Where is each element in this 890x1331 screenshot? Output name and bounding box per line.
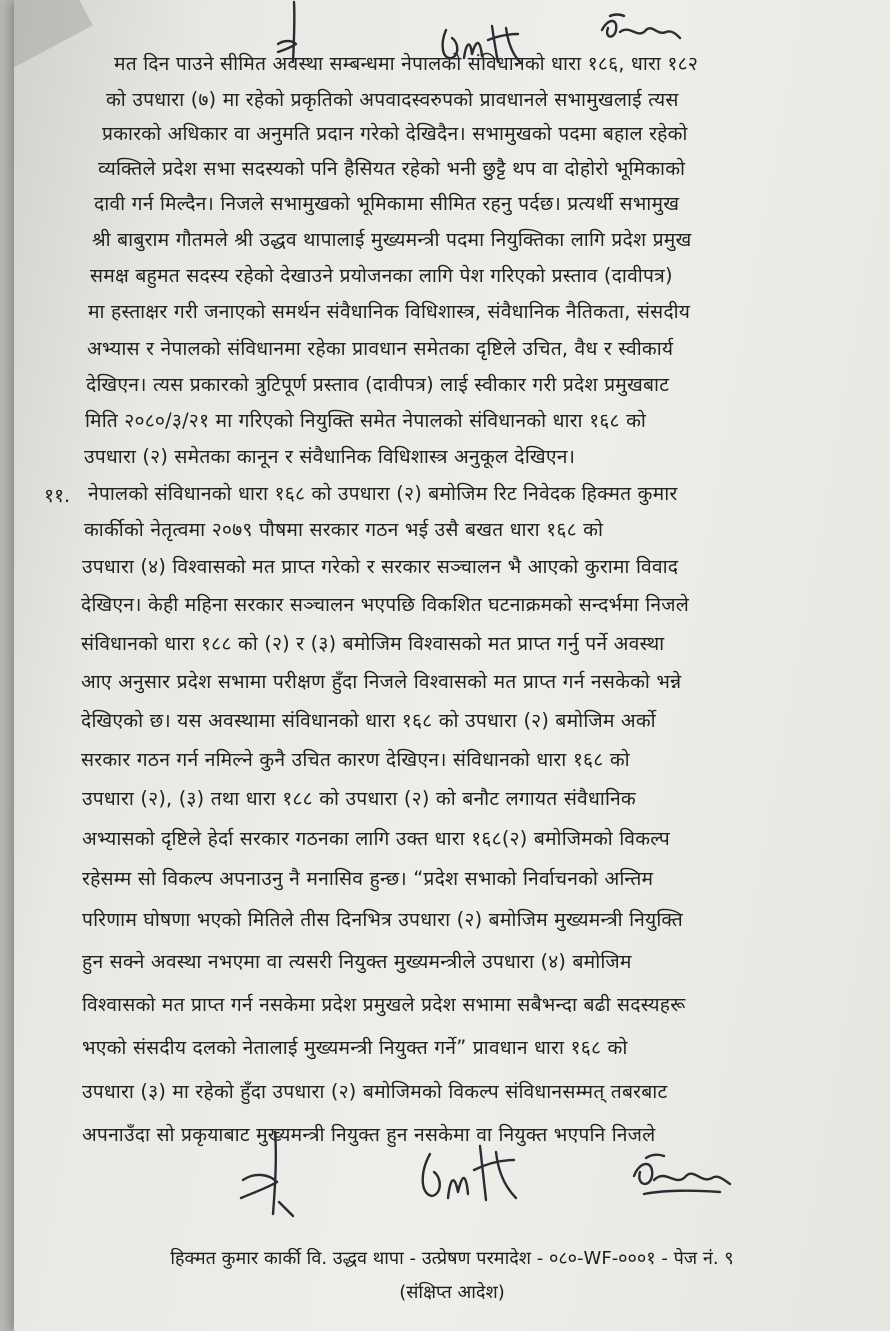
footer-order-type: (संक्षिप्त आदेश) bbox=[399, 1282, 505, 1303]
text-line: व्यक्तिले प्रदेश सभा सदस्यको पनि हैसियत रहेको भनी छुट्टै थप वा दोहोरो भूमिकाको bbox=[98, 157, 686, 180]
text-line: कार्कीको नेतृत्वमा २०७९ पौषमा सरकार गठन भई उसै बखत धारा १६८ को bbox=[84, 518, 604, 541]
text-line: प्रकारको अधिकार वा अनुमति प्रदान गरेको देखिदैन। सभामुखको पदमा बहाल रहेको bbox=[102, 122, 688, 145]
text-line: सरकार गठन गर्न नमिल्ने कुनै उचित कारण देखिएन। संविधानको धारा १६८ को bbox=[81, 748, 630, 771]
text-line: देखिएन। त्यस प्रकारको त्रुटिपूर्ण प्रस्ताव (दावीपत्र) लाई स्वीकार गरी प्रदेश प्रमुखबाट bbox=[86, 373, 670, 396]
paragraph-number: ११. bbox=[44, 484, 71, 507]
text-line: अपनाउँदा सो प्रकृयाबाट मुख्यमन्त्री नियुक्त हुन नसकेमा वा नियुक्त भएपनि निजले bbox=[82, 1123, 656, 1146]
text-line: अभ्यास र नेपालको संविधानमा रहेका प्रावधान समेतका दृष्टिले उचित, वैध र स्वीकार्य bbox=[87, 337, 674, 360]
text-line: परिणाम घोषणा भएको मितिले तीस दिनभित्र उपधारा (२) बमोजिम मुख्यमन्त्री नियुक्ति bbox=[82, 908, 683, 931]
text-line: मिति २०८०/३/२१ मा गरिएको नियुक्ति समेत नेपालको संविधानको धारा १६८ को bbox=[85, 409, 647, 432]
footer-case-line: हिक्मत कुमार कार्की वि. उद्धव थापा - उत्प्रेषण परमादेश - ०८०-WF-०००१ - पेज नं. ९ bbox=[170, 1248, 734, 1269]
text-line: मा हस्ताक्षर गरी जनाएको समर्थन संवैधानिक विधिशास्त्र, संवैधानिक नैतिकता, संसदीय bbox=[88, 300, 691, 323]
page-fold-shadow bbox=[14, 0, 93, 68]
text-line: समक्ष बहुमत सदस्य रहेको देखाउने प्रयोजनका लागि पेश गरिएको प्रस्ताव (दावीपत्र) bbox=[90, 264, 673, 287]
text-line: उपधारा (४) विश्वासको मत प्राप्त गरेको र सरकार सञ्चालन भै आएको कुरामा विवाद bbox=[82, 555, 679, 578]
text-line: हुन सक्ने अवस्था नभएमा वा त्यसरी नियुक्त मुख्यमन्त्रीले उपधारा (४) बमोजिम bbox=[82, 950, 632, 973]
text-line: संविधानको धारा १८८ को (२) र (३) बमोजिम विश्वासको मत प्राप्त गर्नु पर्ने अवस्था bbox=[81, 632, 665, 655]
handwritten-signature-top-right bbox=[594, 10, 684, 50]
handwritten-signature-top-middle bbox=[434, 18, 534, 68]
text-line: अभ्यासको दृष्टिले हेर्दा सरकार गठनका लागि उक्त धारा १६८(२) बमोजिमको विकल्प bbox=[82, 827, 670, 850]
document-page bbox=[14, 0, 890, 1331]
handwritten-signature-bottom-middle bbox=[414, 1140, 524, 1210]
handwritten-signature-bottom-right bbox=[624, 1150, 734, 1200]
text-line: दावी गर्न मिल्दैन। निजले सभामुखको भूमिकामा सीमित रहनु पर्दछ। प्रत्यर्थी सभामुख bbox=[94, 192, 680, 215]
text-line: देखिएन। केही महिना सरकार सञ्चालन भएपछि विकशित घटनाक्रमको सन्दर्भमा निजले bbox=[81, 593, 690, 616]
text-line: विश्वासको मत प्राप्त गर्न नसकेमा प्रदेश प्रमुखले प्रदेश सभामा सबैभन्दा बढी सदस्यहरू bbox=[82, 993, 686, 1016]
text-line: उपधारा (२) समेतका कानून र संवैधानिक विधिशास्त्र अनुकूल देखिएन। bbox=[84, 445, 576, 468]
text-line: नेपालको संविधानको धारा १६८ को उपधारा (२) बमोजिम रिट निवेदक हिक्मत कुमार bbox=[88, 482, 678, 505]
text-line: मत दिन पाउने सीमित अवस्था सम्बन्धमा नेपालको संविधानको धारा १८६, धारा १८२ bbox=[114, 52, 699, 75]
handwritten-initial-bottom-left bbox=[229, 1128, 299, 1218]
text-line: आए अनुसार प्रदेश सभामा परीक्षण हुँदा निजले विश्वासको मत प्राप्त गर्न नसकेको भन्ने bbox=[81, 670, 682, 693]
text-line: भएको संसदीय दलको नेतालाई मुख्यमन्त्री नियुक्त गर्ने” प्रावधान धारा १६८ को bbox=[82, 1036, 628, 1059]
text-line: उपधारा (२), (३) तथा धारा १८८ को उपधारा (२) को बनौट लगायत संवैधानिक bbox=[82, 787, 636, 810]
text-line: श्री बाबुराम गौतमले श्री उद्धव थापालाई मुख्यमन्त्री पदमा नियुक्तिका लागि प्रदेश प्रमुख bbox=[92, 228, 692, 251]
text-line: उपधारा (३) मा रहेको हुँदा उपधारा (२) बमोजिमको विकल्प संविधानसम्मत् तबरबाट bbox=[82, 1080, 668, 1103]
handwritten-initial-top-left bbox=[264, 0, 314, 70]
text-line: रहेसम्म सो विकल्प अपनाउनु नै मनासिव हुन्छ। “प्रदेश सभाको निर्वाचनको अन्तिम bbox=[82, 867, 654, 890]
text-line: को उपधारा (७) मा रहेको प्रकृतिको अपवादस्वरुपको प्रावधानले सभामुखलाई त्यस bbox=[106, 88, 679, 111]
text-line: देखिएको छ। यस अवस्थामा संविधानको धारा १६८ को उपधारा (२) बमोजिम अर्को bbox=[81, 709, 656, 732]
